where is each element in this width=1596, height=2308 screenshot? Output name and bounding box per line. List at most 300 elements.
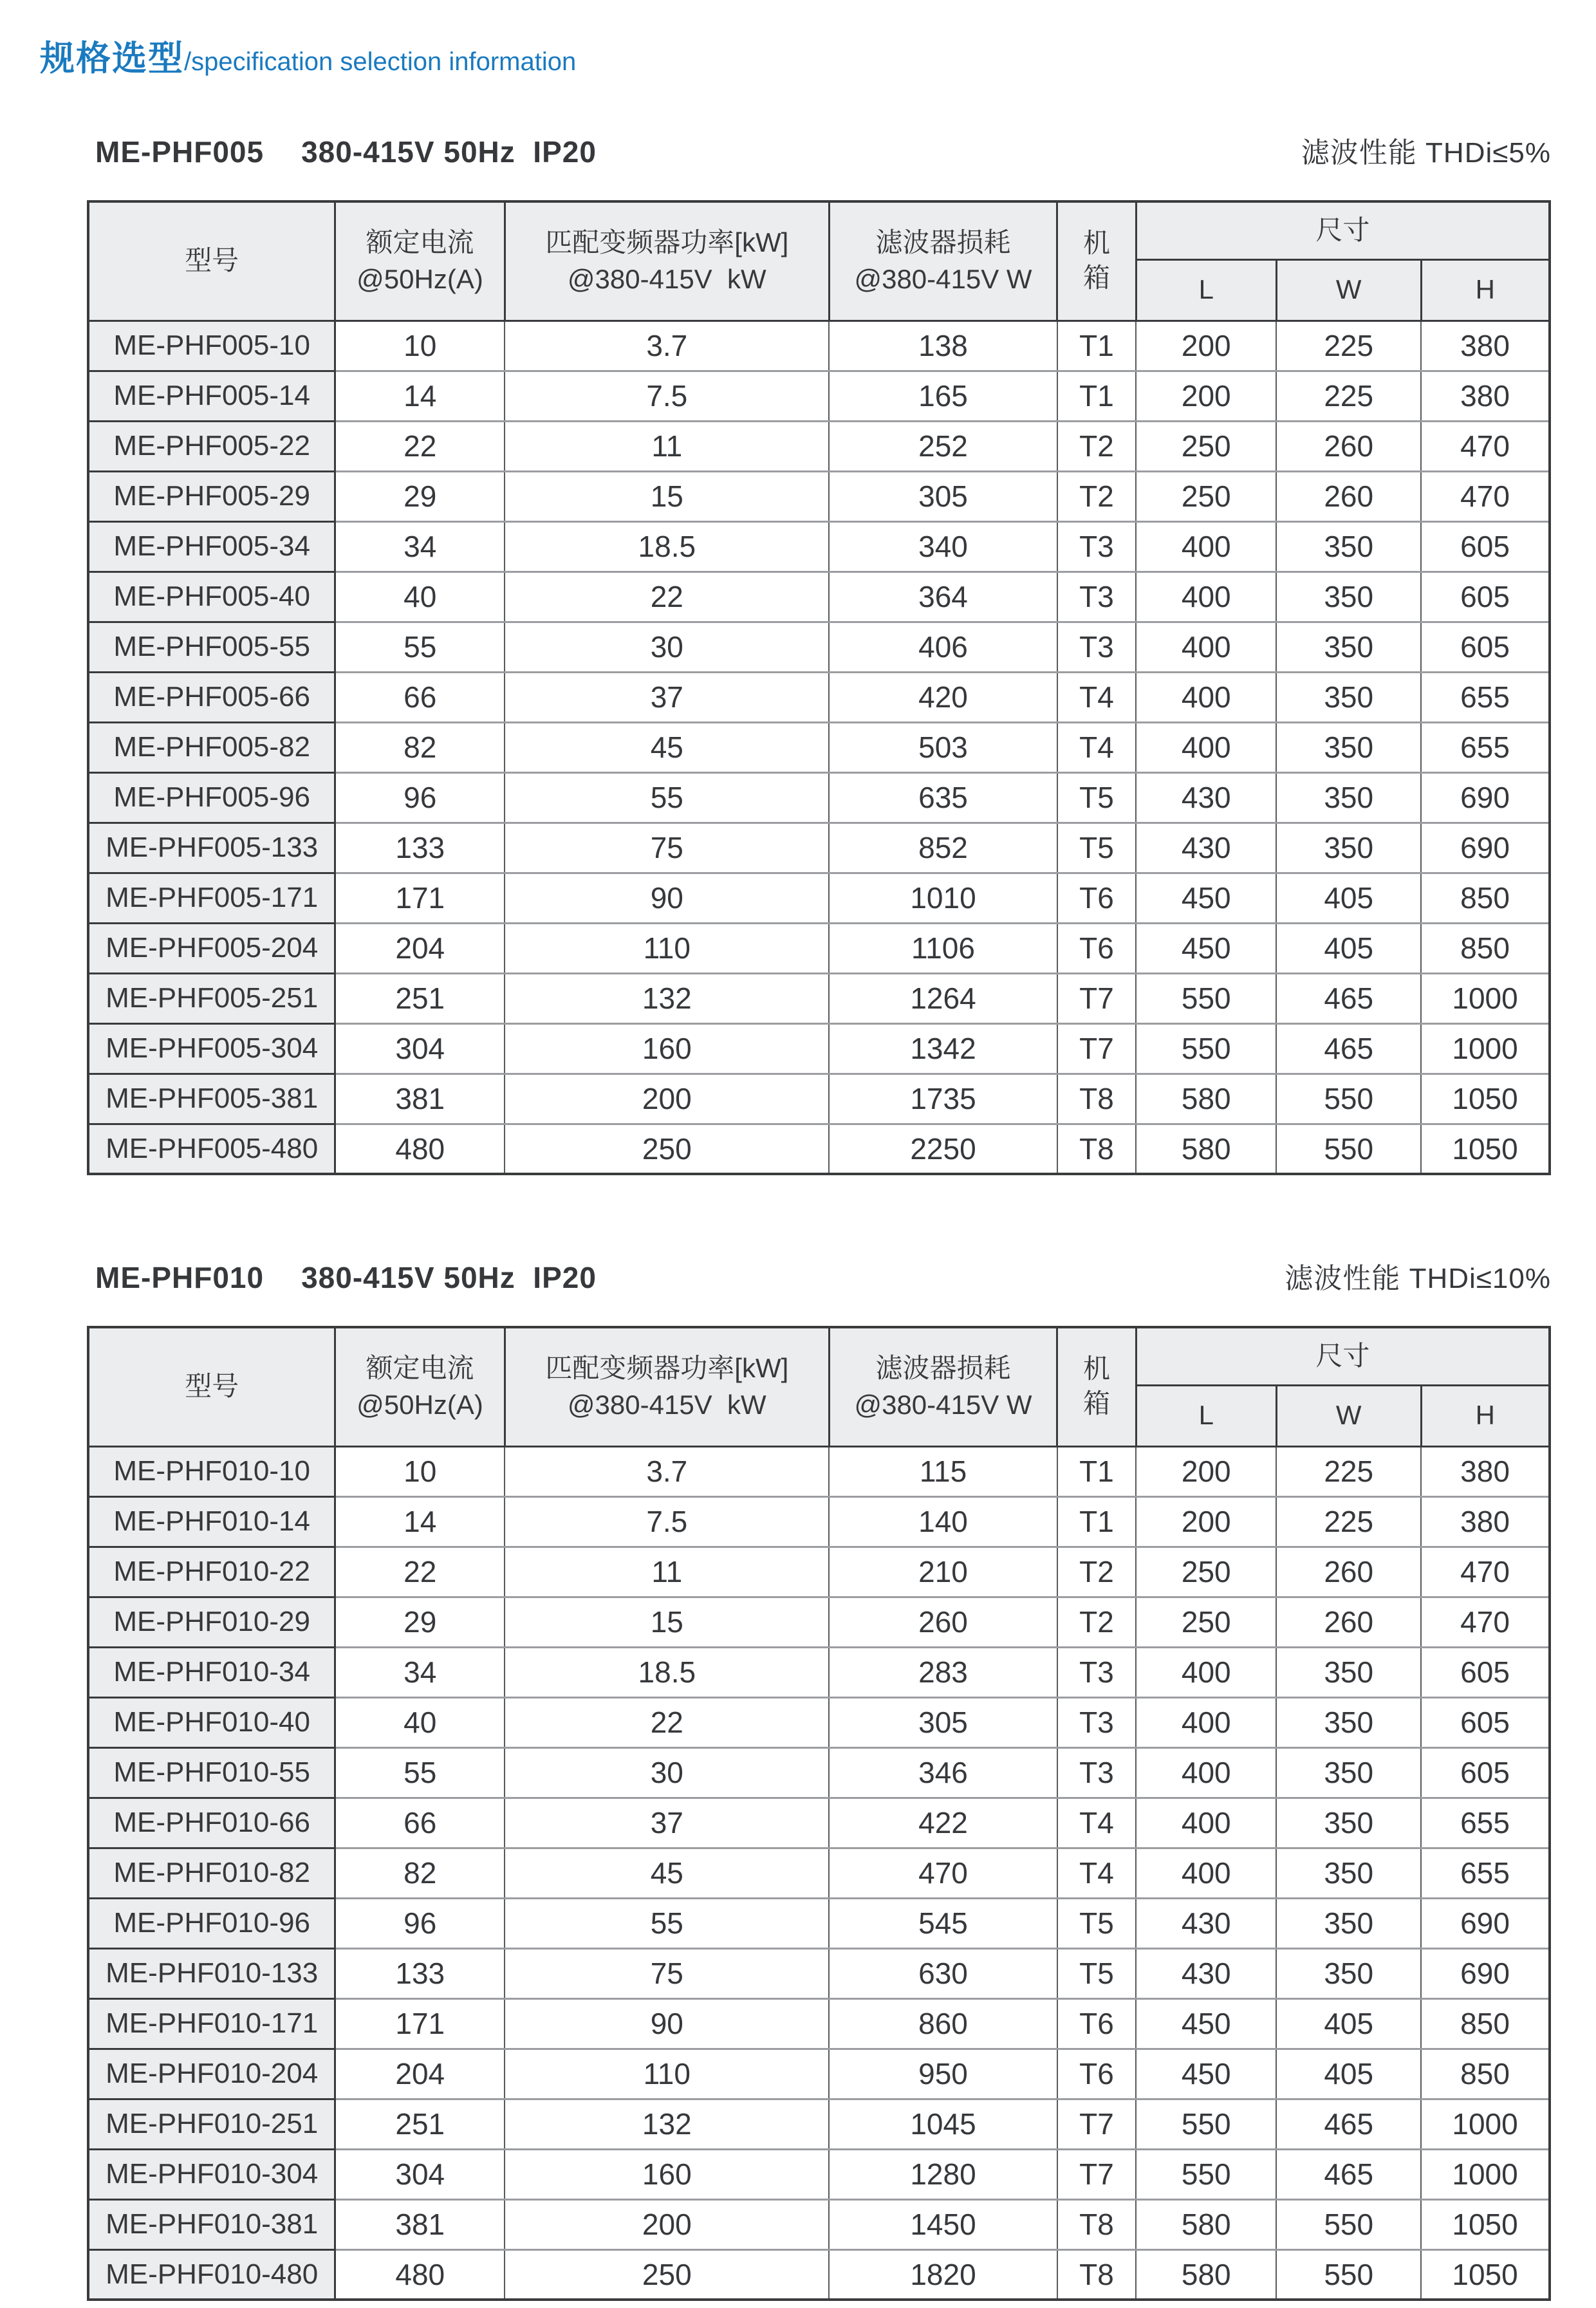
- value-cell: 550: [1276, 2249, 1421, 2300]
- value-cell: 550: [1276, 1074, 1421, 1124]
- value-cell: 75: [505, 823, 829, 873]
- model-cell: ME-PHF010-133: [88, 1948, 335, 1998]
- table-title-left: [95, 1260, 597, 1295]
- value-cell: 350: [1276, 772, 1421, 823]
- model-cell: ME-PHF010-34: [88, 1647, 335, 1697]
- value-cell: 450: [1136, 923, 1276, 973]
- header-line: 机箱: [1082, 227, 1110, 293]
- table-title-phf010: [87, 1255, 1551, 1296]
- value-cell: 350: [1276, 823, 1421, 873]
- value-cell: 66: [335, 672, 505, 722]
- header-line: @50Hz(A): [357, 263, 483, 294]
- value-cell: 133: [335, 823, 505, 873]
- value-cell: 260: [1276, 1547, 1421, 1597]
- value-cell: 655: [1421, 722, 1550, 772]
- value-cell: T6: [1057, 2049, 1137, 2099]
- value-cell: 204: [335, 2049, 505, 2099]
- table-row: [88, 2149, 1550, 2199]
- col-header-model: 型号: [88, 1327, 335, 1446]
- filter-performance-label: 滤波性能 THDi≤10%: [1285, 1263, 1551, 1294]
- value-cell: 550: [1276, 2199, 1421, 2249]
- value-cell: 1450: [829, 2199, 1057, 2249]
- value-cell: 304: [335, 2149, 505, 2199]
- table-row: [88, 1798, 1550, 1848]
- col-header-dim-h: H: [1421, 1385, 1550, 1446]
- table-row: [88, 371, 1550, 421]
- value-cell: 400: [1136, 572, 1276, 622]
- value-cell: 260: [829, 1597, 1057, 1647]
- value-cell: 400: [1136, 1697, 1276, 1747]
- model-series-name: ME-PHF005: [95, 135, 264, 169]
- value-cell: 37: [505, 1798, 829, 1848]
- value-cell: 45: [505, 722, 829, 772]
- model-cell: ME-PHF005-251: [88, 973, 335, 1023]
- value-cell: 550: [1136, 2149, 1276, 2199]
- model-cell: ME-PHF010-40: [88, 1697, 335, 1747]
- model-cell: ME-PHF010-82: [88, 1848, 335, 1898]
- value-cell: 34: [335, 1647, 505, 1697]
- table-row: [88, 521, 1550, 572]
- model-cell: ME-PHF010-22: [88, 1547, 335, 1597]
- value-cell: 30: [505, 622, 829, 672]
- value-cell: 635: [829, 772, 1057, 823]
- value-cell: 82: [335, 722, 505, 772]
- value-cell: T8: [1057, 2199, 1137, 2249]
- model-cell: ME-PHF005-204: [88, 923, 335, 973]
- value-cell: 200: [1136, 321, 1276, 371]
- model-cell: ME-PHF005-40: [88, 572, 335, 622]
- table-row: [88, 1446, 1550, 1496]
- value-cell: 133: [335, 1948, 505, 1998]
- value-cell: 450: [1136, 873, 1276, 923]
- value-cell: 1735: [829, 1074, 1057, 1124]
- model-cell: ME-PHF010-10: [88, 1446, 335, 1496]
- model-cell: ME-PHF010-304: [88, 2149, 335, 2199]
- value-cell: 15: [505, 471, 829, 521]
- model-cell: ME-PHF010-66: [88, 1798, 335, 1848]
- value-cell: 225: [1276, 1496, 1421, 1547]
- model-cell: ME-PHF010-96: [88, 1898, 335, 1948]
- value-cell: T7: [1057, 973, 1137, 1023]
- value-cell: 655: [1421, 1798, 1550, 1848]
- model-cell: ME-PHF005-29: [88, 471, 335, 521]
- col-header-dim-w: W: [1276, 259, 1421, 321]
- value-cell: 400: [1136, 1848, 1276, 1898]
- value-cell: T8: [1057, 1074, 1137, 1124]
- header-line: @380-415V kW: [567, 263, 766, 294]
- model-cell: ME-PHF010-171: [88, 1998, 335, 2049]
- value-cell: 1050: [1421, 1074, 1550, 1124]
- value-cell: 22: [505, 572, 829, 622]
- value-cell: 350: [1276, 572, 1421, 622]
- value-cell: 304: [335, 1023, 505, 1074]
- value-cell: 37: [505, 672, 829, 722]
- value-cell: 420: [829, 672, 1057, 722]
- value-cell: 1050: [1421, 1124, 1550, 1174]
- value-cell: 204: [335, 923, 505, 973]
- table-block-phf005: [87, 129, 1551, 1175]
- header-line: @380-415V W: [854, 1389, 1032, 1420]
- value-cell: T5: [1057, 772, 1137, 823]
- table-row: [88, 1948, 1550, 1998]
- header-line: 匹配变频器功率[kW]: [545, 1353, 789, 1384]
- table-row: [88, 973, 1550, 1023]
- value-cell: T8: [1057, 2249, 1137, 2300]
- col-header-filter-loss: [829, 201, 1057, 321]
- value-cell: 225: [1276, 1446, 1421, 1496]
- model-cell: ME-PHF005-304: [88, 1023, 335, 1074]
- value-cell: 252: [829, 421, 1057, 471]
- value-cell: 55: [505, 772, 829, 823]
- value-cell: 450: [1136, 1998, 1276, 2049]
- value-cell: 1106: [829, 923, 1057, 973]
- value-cell: 200: [1136, 1496, 1276, 1547]
- value-cell: 380: [1421, 1446, 1550, 1496]
- value-cell: 22: [335, 421, 505, 471]
- page-title-english: /specification selection information: [184, 48, 577, 76]
- table-row: [88, 1697, 1550, 1747]
- value-cell: 470: [829, 1848, 1057, 1898]
- value-cell: 350: [1276, 622, 1421, 672]
- value-cell: T2: [1057, 471, 1137, 521]
- value-cell: 10: [335, 1446, 505, 1496]
- value-cell: 400: [1136, 521, 1276, 572]
- value-cell: 11: [505, 421, 829, 471]
- header-line: 额定电流: [366, 227, 474, 258]
- value-cell: 66: [335, 1798, 505, 1848]
- value-cell: 1000: [1421, 2149, 1550, 2199]
- value-cell: T4: [1057, 1798, 1137, 1848]
- value-cell: 381: [335, 1074, 505, 1124]
- value-cell: 850: [1421, 923, 1550, 973]
- table-row: [88, 2249, 1550, 2300]
- table-row: [88, 1023, 1550, 1074]
- header-line: 滤波器损耗: [875, 227, 1011, 258]
- value-cell: T8: [1057, 1124, 1137, 1174]
- value-cell: 7.5: [505, 371, 829, 421]
- value-cell: 11: [505, 1547, 829, 1597]
- value-cell: 400: [1136, 1798, 1276, 1848]
- value-cell: 350: [1276, 1848, 1421, 1898]
- value-cell: 850: [1421, 1998, 1550, 2049]
- value-cell: T2: [1057, 421, 1137, 471]
- value-cell: 545: [829, 1898, 1057, 1948]
- value-cell: 465: [1276, 973, 1421, 1023]
- table-title-phf005: [87, 129, 1551, 171]
- value-cell: 250: [1136, 1597, 1276, 1647]
- model-cell: ME-PHF010-480: [88, 2249, 335, 2300]
- value-cell: 1342: [829, 1023, 1057, 1074]
- value-cell: 260: [1276, 421, 1421, 471]
- table-row: [88, 321, 1550, 371]
- page-title: [40, 31, 1596, 80]
- table-row: [88, 1848, 1550, 1898]
- value-cell: 14: [335, 1496, 505, 1547]
- value-cell: 1050: [1421, 2199, 1550, 2249]
- value-cell: T7: [1057, 1023, 1137, 1074]
- value-cell: T3: [1057, 622, 1137, 672]
- header-line: @380-415V W: [854, 263, 1032, 294]
- value-cell: 480: [335, 1124, 505, 1174]
- spec-table-body: [88, 1446, 1550, 2300]
- model-cell: ME-PHF005-14: [88, 371, 335, 421]
- value-cell: T3: [1057, 1697, 1137, 1747]
- value-cell: 1045: [829, 2099, 1057, 2149]
- value-cell: 690: [1421, 823, 1550, 873]
- value-cell: 450: [1136, 2049, 1276, 2099]
- value-cell: 350: [1276, 1697, 1421, 1747]
- table-row: [88, 421, 1550, 471]
- value-cell: T1: [1057, 1446, 1137, 1496]
- value-cell: 465: [1276, 2099, 1421, 2149]
- value-cell: 45: [505, 1848, 829, 1898]
- value-cell: 405: [1276, 2049, 1421, 2099]
- value-cell: 96: [335, 772, 505, 823]
- value-cell: 29: [335, 471, 505, 521]
- value-cell: 110: [505, 923, 829, 973]
- value-cell: 422: [829, 1798, 1057, 1848]
- value-cell: 2250: [829, 1124, 1057, 1174]
- value-cell: 380: [1421, 371, 1550, 421]
- value-cell: 470: [1421, 421, 1550, 471]
- value-cell: 350: [1276, 1747, 1421, 1798]
- value-cell: 200: [1136, 371, 1276, 421]
- value-cell: 251: [335, 973, 505, 1023]
- col-header-dimensions: 尺寸: [1136, 201, 1550, 259]
- model-cell: ME-PHF005-10: [88, 321, 335, 371]
- value-cell: 430: [1136, 1898, 1276, 1948]
- col-header-filter-loss: [829, 1327, 1057, 1446]
- table-title-left: [95, 135, 597, 169]
- value-cell: 55: [335, 1747, 505, 1798]
- value-cell: 690: [1421, 1948, 1550, 1998]
- value-cell: 1010: [829, 873, 1057, 923]
- value-cell: 210: [829, 1547, 1057, 1597]
- table-row: [88, 2199, 1550, 2249]
- table-row: [88, 923, 1550, 973]
- value-cell: 34: [335, 521, 505, 572]
- value-cell: 430: [1136, 823, 1276, 873]
- table-row: [88, 672, 1550, 722]
- value-cell: 364: [829, 572, 1057, 622]
- value-cell: 18.5: [505, 521, 829, 572]
- value-cell: 550: [1136, 973, 1276, 1023]
- value-cell: T6: [1057, 873, 1137, 923]
- table-row: [88, 772, 1550, 823]
- value-cell: 405: [1276, 923, 1421, 973]
- value-cell: 380: [1421, 1496, 1550, 1547]
- header-line: @380-415V kW: [567, 1389, 766, 1420]
- value-cell: 430: [1136, 772, 1276, 823]
- value-cell: 140: [829, 1496, 1057, 1547]
- value-cell: 40: [335, 1697, 505, 1747]
- value-cell: 305: [829, 471, 1057, 521]
- col-header-dim-h: H: [1421, 259, 1550, 321]
- value-cell: 690: [1421, 1898, 1550, 1948]
- value-cell: 40: [335, 572, 505, 622]
- model-cell: ME-PHF005-171: [88, 873, 335, 923]
- model-cell: ME-PHF005-66: [88, 672, 335, 722]
- value-cell: 346: [829, 1747, 1057, 1798]
- value-cell: 250: [1136, 471, 1276, 521]
- value-cell: T4: [1057, 722, 1137, 772]
- value-cell: 400: [1136, 1647, 1276, 1697]
- voltage-frequency-spec: 380-415V 50Hz IP20: [301, 135, 597, 169]
- value-cell: 55: [505, 1898, 829, 1948]
- table-row: [88, 722, 1550, 772]
- value-cell: 250: [1136, 1547, 1276, 1597]
- value-cell: 503: [829, 722, 1057, 772]
- value-cell: T3: [1057, 521, 1137, 572]
- value-cell: 850: [1421, 873, 1550, 923]
- value-cell: 465: [1276, 1023, 1421, 1074]
- value-cell: 380: [1421, 321, 1550, 371]
- col-header-model: 型号: [88, 201, 335, 321]
- col-header-dim-w: W: [1276, 1385, 1421, 1446]
- value-cell: 22: [335, 1547, 505, 1597]
- value-cell: 1280: [829, 2149, 1057, 2199]
- value-cell: 165: [829, 371, 1057, 421]
- col-header-chassis: [1057, 1327, 1137, 1446]
- value-cell: 1050: [1421, 2249, 1550, 2300]
- value-cell: 1000: [1421, 1023, 1550, 1074]
- value-cell: 200: [505, 1074, 829, 1124]
- col-header-dimensions: 尺寸: [1136, 1327, 1550, 1385]
- value-cell: 1000: [1421, 973, 1550, 1023]
- value-cell: T1: [1057, 371, 1137, 421]
- value-cell: 381: [335, 2199, 505, 2249]
- value-cell: 655: [1421, 1848, 1550, 1898]
- value-cell: 15: [505, 1597, 829, 1647]
- table-row: [88, 1547, 1550, 1597]
- value-cell: 580: [1136, 1074, 1276, 1124]
- value-cell: 90: [505, 1998, 829, 2049]
- value-cell: 350: [1276, 1898, 1421, 1948]
- value-cell: 110: [505, 2049, 829, 2099]
- value-cell: 251: [335, 2099, 505, 2149]
- value-cell: T5: [1057, 1898, 1137, 1948]
- table-row: [88, 1074, 1550, 1124]
- value-cell: 22: [505, 1697, 829, 1747]
- spec-table-phf005: [87, 200, 1551, 1175]
- value-cell: 1820: [829, 2249, 1057, 2300]
- model-cell: ME-PHF010-14: [88, 1496, 335, 1547]
- value-cell: 305: [829, 1697, 1057, 1747]
- value-cell: 852: [829, 823, 1057, 873]
- value-cell: 655: [1421, 672, 1550, 722]
- value-cell: T7: [1057, 2099, 1137, 2149]
- value-cell: 690: [1421, 772, 1550, 823]
- value-cell: T3: [1057, 1647, 1137, 1697]
- value-cell: 3.7: [505, 321, 829, 371]
- model-cell: ME-PHF005-480: [88, 1124, 335, 1174]
- value-cell: 29: [335, 1597, 505, 1647]
- value-cell: 96: [335, 1898, 505, 1948]
- table-row: [88, 572, 1550, 622]
- value-cell: T2: [1057, 1547, 1137, 1597]
- header-line: @50Hz(A): [357, 1389, 483, 1420]
- value-cell: T6: [1057, 1998, 1137, 2049]
- value-cell: T7: [1057, 2149, 1137, 2199]
- value-cell: 138: [829, 321, 1057, 371]
- header-line: 匹配变频器功率[kW]: [545, 227, 789, 258]
- spec-table-body: [88, 321, 1550, 1174]
- table-row: [88, 1998, 1550, 2049]
- value-cell: 405: [1276, 1998, 1421, 2049]
- value-cell: 580: [1136, 1124, 1276, 1174]
- table-row: [88, 1496, 1550, 1547]
- spec-table-phf010: [87, 1326, 1551, 2301]
- value-cell: 400: [1136, 1747, 1276, 1798]
- table-row: [88, 2049, 1550, 2099]
- value-cell: 350: [1276, 1948, 1421, 1998]
- value-cell: 850: [1421, 2049, 1550, 2099]
- value-cell: 160: [505, 2149, 829, 2199]
- value-cell: 7.5: [505, 1496, 829, 1547]
- value-cell: 860: [829, 1998, 1057, 2049]
- value-cell: 605: [1421, 1747, 1550, 1798]
- col-header-rated-current: [335, 1327, 505, 1446]
- model-cell: ME-PHF005-34: [88, 521, 335, 572]
- page-title-chinese: 规格选型: [40, 39, 184, 78]
- value-cell: 225: [1276, 371, 1421, 421]
- value-cell: 550: [1136, 2099, 1276, 2149]
- value-cell: 30: [505, 1747, 829, 1798]
- value-cell: T3: [1057, 572, 1137, 622]
- value-cell: 200: [505, 2199, 829, 2249]
- col-header-dim-l: L: [1136, 1385, 1276, 1446]
- table-row: [88, 1597, 1550, 1647]
- value-cell: 605: [1421, 1697, 1550, 1747]
- value-cell: 605: [1421, 521, 1550, 572]
- value-cell: 605: [1421, 572, 1550, 622]
- value-cell: T2: [1057, 1597, 1137, 1647]
- value-cell: 470: [1421, 471, 1550, 521]
- value-cell: 350: [1276, 722, 1421, 772]
- model-cell: ME-PHF010-55: [88, 1747, 335, 1798]
- value-cell: 480: [335, 2249, 505, 2300]
- value-cell: 75: [505, 1948, 829, 1998]
- voltage-frequency-spec: 380-415V 50Hz IP20: [301, 1261, 597, 1294]
- value-cell: T6: [1057, 923, 1137, 973]
- value-cell: 250: [505, 2249, 829, 2300]
- value-cell: T5: [1057, 1948, 1137, 1998]
- table-row: [88, 2099, 1550, 2149]
- value-cell: 3.7: [505, 1446, 829, 1496]
- value-cell: 605: [1421, 1647, 1550, 1697]
- model-cell: ME-PHF010-381: [88, 2199, 335, 2249]
- value-cell: 350: [1276, 1647, 1421, 1697]
- value-cell: 55: [335, 622, 505, 672]
- value-cell: 18.5: [505, 1647, 829, 1697]
- model-cell: ME-PHF005-55: [88, 622, 335, 672]
- model-cell: ME-PHF005-133: [88, 823, 335, 873]
- value-cell: 630: [829, 1948, 1057, 1998]
- filter-performance-label: 滤波性能 THDi≤5%: [1301, 137, 1551, 169]
- value-cell: 950: [829, 2049, 1057, 2099]
- value-cell: T5: [1057, 823, 1137, 873]
- table-row: [88, 873, 1550, 923]
- value-cell: 430: [1136, 1948, 1276, 1998]
- value-cell: 350: [1276, 672, 1421, 722]
- value-cell: 132: [505, 973, 829, 1023]
- value-cell: T1: [1057, 1496, 1137, 1547]
- value-cell: 406: [829, 622, 1057, 672]
- model-series-name: ME-PHF010: [95, 1261, 264, 1294]
- value-cell: 14: [335, 371, 505, 421]
- value-cell: 200: [1136, 1446, 1276, 1496]
- value-cell: 400: [1136, 622, 1276, 672]
